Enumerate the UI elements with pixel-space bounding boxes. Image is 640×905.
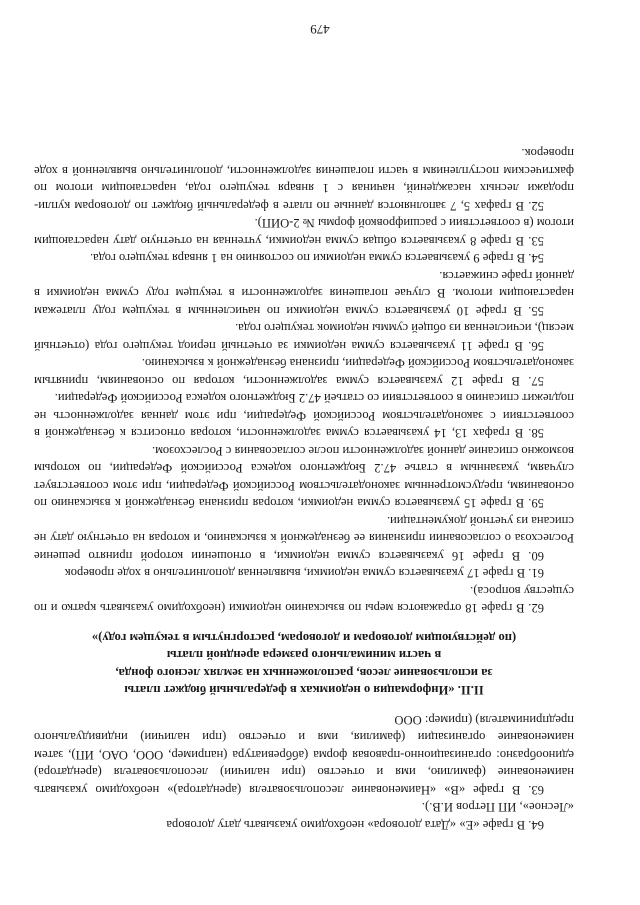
paragraph-57: 57. В графе 12 указывается сумма задолженности, которая по основаниям, принятым законодательством Российской Федерации, признана безнадежной к взысканию.: [34, 356, 574, 388]
paragraph-64-start: 64. В графе «Е» «Дата договора» необходимо указывать дату договора: [166, 818, 544, 832]
paragraph-56: 56. В графе 11 указывается сумма недоимки за отчетный период текущего года (отчетный месяц), исчисленная из общей суммы недоимок текущего года.: [34, 321, 574, 353]
paragraph-63: 63. В графе «В» «Наименование лесопользователя (арендатора)» необходимо указывать наименование (фамилию, имя и отчество (при наличии) лесопользователя (арендатора) единообразно: организационно-правовая форма (аббревиатура (например, ООО, ОАО, ИП), затем наименование организации (фамилия, имя и отчество (при наличии) индивидуального предпринимателя) (пример: ООО: [34, 713, 574, 797]
page-number: 479: [310, 22, 330, 37]
paragraph-60: 60. В графе 16 указывается сумма недоимки, в отношении которой принято решение Рослесхоза о согласовании признания ее безнадежной к взысканию, и которая на отчетную дату не списана из учетной документации.: [34, 514, 574, 563]
document-body: [34, 144, 574, 833]
paragraph-54: 54. В графе 9 указывается сумма недоимки по состоянию на 1 января текущего года.: [89, 251, 544, 266]
heading-line-4: (по действующим договорам и договорам, расторгнутым в текущем году)»: [91, 631, 517, 645]
paragraph-59: 59. В графе 15 указывается сумма недоимки, которая признана безнадежной к взысканию по основаниям, предусмотренным законодательством Российской Федерации, при этом соответствует случаям, указанным в статье 47.2 Бюджетного кодекса Российской Федерации, по которым возможно списание данной задолженности после согласования с Рослесхозом.: [34, 444, 574, 511]
paragraph-52: 52. В графах 5, 7 заполняются данные по плате в федеральный бюджет по договорам купли-продажи лесных насаждений, начиная с 1 января текущего года, нарастающим итогом по фактическим поступлениям в части погашения задолженности, дополнительно выявленной в ходе проверок.: [34, 146, 574, 213]
heading-line-1: II.II. «Информация о недоимках в федеральный бюджет платы: [124, 683, 484, 698]
paragraph-53: 53. В графе 8 указывается общая сумма недоимки, учтенная на отчетную дату нарастающим итогом (в соответствии с расшифровкой формы № 2-ОИП).: [34, 216, 574, 248]
heading-line-3: в части минимального размера арендной платы: [166, 648, 442, 663]
paragraph-58: 58. В графах 13, 14 указывается сумма задолженности, которая относится к безнадежной в соответствии с законодательством Российской Федерации, при этом данная задолженность не подлежит списанию в соответствии со статьей 47.2 Бюджетного кодекса Российской Федерации.: [34, 391, 574, 441]
paragraph-64-end: «Лесное», ИП Петров И.В.).: [421, 800, 574, 815]
paragraph-62: 62. В графе 18 отражаются меры по взысканию недоимки (необходимо указывать кратко и по существу вопроса).: [34, 584, 574, 616]
heading-line-2: за использование лесов, расположенных на землях лесного фонда,: [115, 666, 493, 680]
section-heading: [34, 629, 574, 699]
paragraph-61: 61. В графе 17 указывается сумма недоимки, выявленная дополнительно в ходе проверок: [64, 566, 544, 581]
paragraph-55: 55. В графе 10 указывается сумма недоимки по начисленным в текущем году платежам нарастающим итогом. В случае погашения задолженности в текущем году сумма недоимки в данной графе снижается.: [34, 269, 574, 318]
